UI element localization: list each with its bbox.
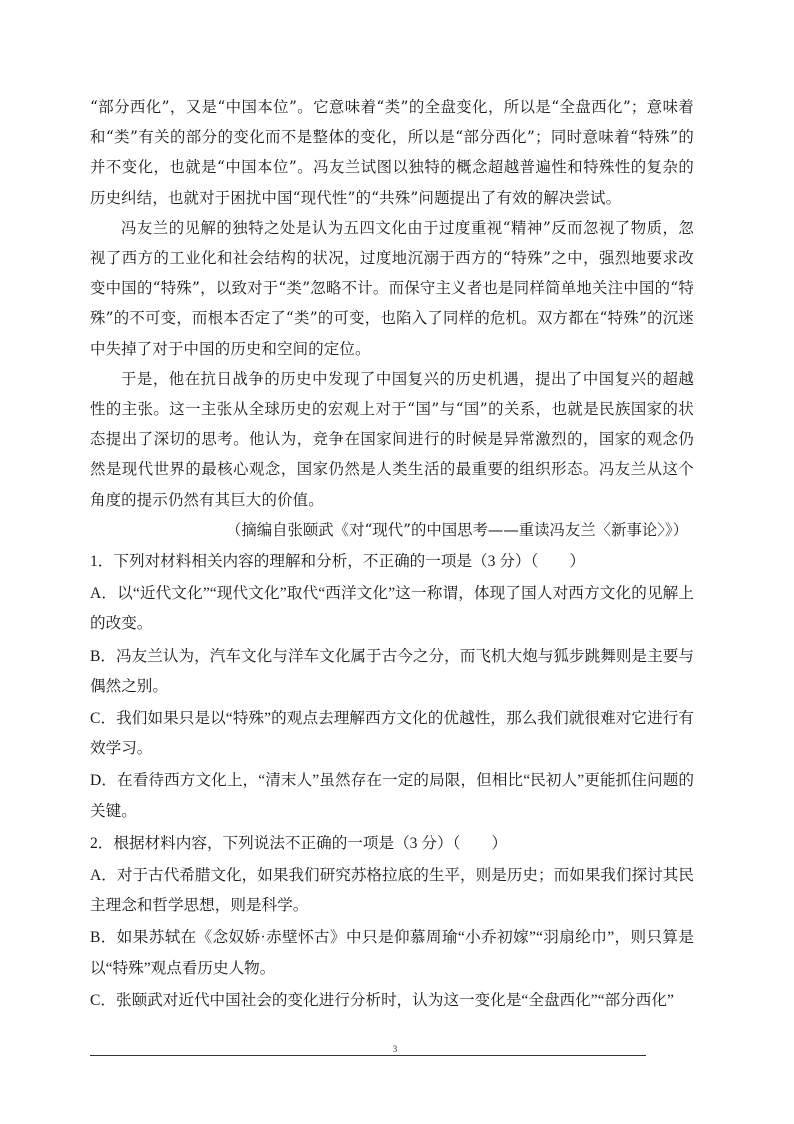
footer-rule [90, 1055, 646, 1056]
source-citation: （摘编自张颐武《对“现代”的中国思考——重读冯友兰〈新事论〉》） [225, 520, 688, 539]
question-stem: 1．下列对材料相关内容的理解和分析，不正确的一项是（3 分）（ ） [90, 553, 586, 571]
passage-paragraph: 冯友兰的见解的独特之处是认为五四文化由于过度重视“精神”反而忽视了物质，忽视了西方的工业化和社会结构的状况，过度地沉溺于西方的“特殊”之中，强烈地要求改变中国的“特殊”，以致对于“类”忽略不计。而保守主义者也是同样简单地关注中国的“特殊”的不可变，而根本否定了“类”的可变，也陷入了同样的危机。双方都在“特殊”的沉迷中失掉了对于中国的历史和空间的定位。 [90, 218, 694, 358]
answer-option-a: A．以“近代文化”“现代文化”取代“西洋文化”这一称谓，体现了国人对西方文化的见解上的改变。 [90, 585, 694, 633]
answer-option-c: C．我们如果只是以“特殊”的观点去理解西方文化的优越性，那么我们就很难对它进行有效学习。 [90, 710, 694, 758]
answer-option-d: D．在看待西方文化上，“清末人”虽然存在一定的局限，但相比“民初人”更能抓住问题的关键。 [90, 772, 694, 820]
answer-option-c: C．张颐武对近代中国社会的变化进行分析时，认为这一变化是“全盘西化”“部分西化” [90, 991, 674, 1009]
passage-paragraph: 于是，他在抗日战争的历史中发现了中国复兴的历史机遇，提出了中国复兴的超越性的主张。这一主张从全球历史的宏观上对于“国”与“国”的关系，也就是民族国家的状态提出了深切的思考。他认为，竞争在国家间进行的时候是异常激烈的，国家的观念仍然是现代世界的最核心观念，国家仍然是人类生活的最重要的组织形态。冯友兰从这个角度的提示仍然有其巨大的价值。 [90, 369, 694, 509]
page-number: 3 [392, 1044, 398, 1054]
answer-option-a: A．对于古代希腊文化，如果我们研究苏格拉底的生平，则是历史；而如果我们探讨其民主理念和哲学思想，则是科学。 [90, 867, 694, 915]
answer-option-b: B．冯友兰认为，汽车文化与洋车文化属于古今之分，而飞机大炮与狐步跳舞则是主要与偶然之别。 [90, 647, 694, 695]
page-content [90, 92, 694, 1016]
question-2 [90, 829, 694, 1016]
question-stem: 2．根据材料内容，下列说法不正确的一项是（3 分）（ ） [90, 834, 508, 852]
question-1 [90, 547, 694, 827]
answer-option-b: B．如果苏轼在《念奴娇·赤壁怀古》中只是仰慕周瑜“小乔初嫁”“羽扇纶巾”，则只算是以“特殊”观点看历史人物。 [90, 929, 694, 977]
passage-paragraph: “部分西化”，又是“中国本位”。它意味着“类”的全盘变化，所以是“全盘西化”；意味着和“类”有关的部分的变化而不是整体的变化，所以是“部分西化”；同时意味着“特殊”的并不变化，也就是“中国本位”。冯友兰试图以独特的概念超越普遍性和特殊性的复杂的历史纠结，也就对于困扰中国“现代性”的“共殊”问题提出了有效的解决尝试。 [90, 98, 694, 207]
